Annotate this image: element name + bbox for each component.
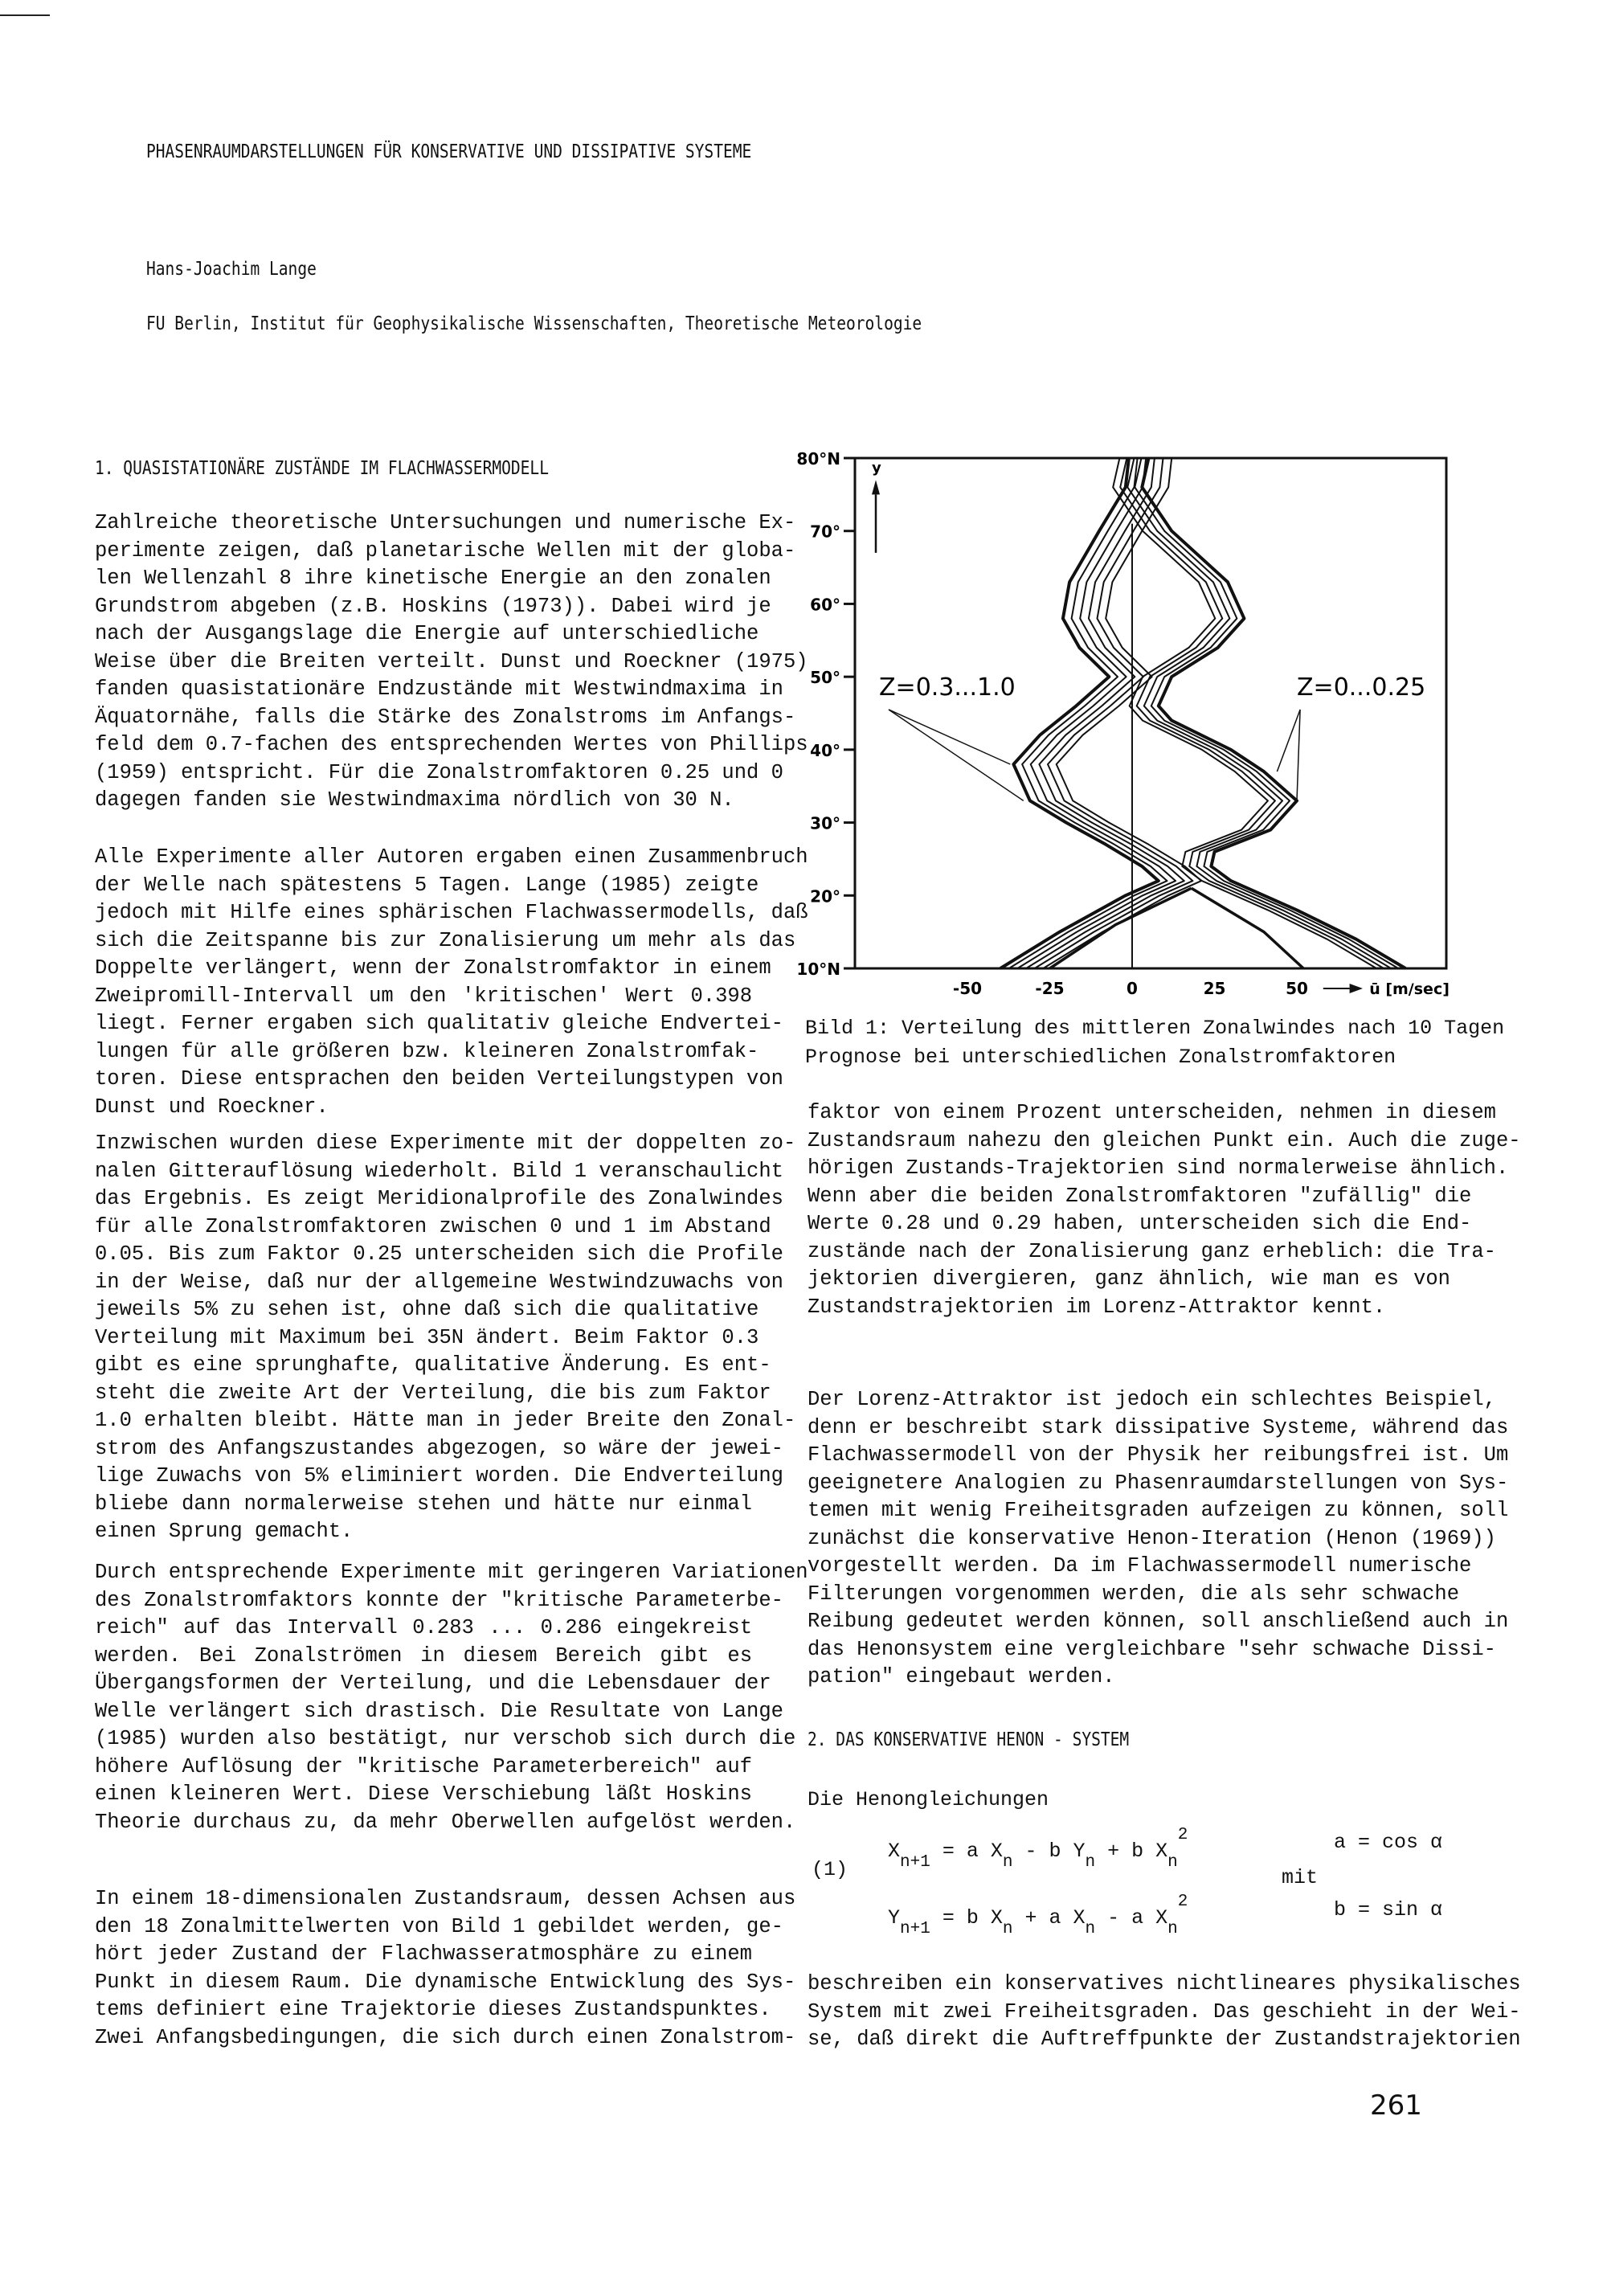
- caption-line: Bild 1: Verteilung des mittleren Zonalwindes nach 10 Tagen: [805, 1017, 1505, 1040]
- text-line: jedoch mit Hilfe eines sphärischen Flachwassermodells, daß: [95, 901, 808, 924]
- text-line: Zahlreiche theoretische Untersuchungen und numerische Ex-: [95, 511, 796, 534]
- text-line: Verteilung mit Maximum bei 35N ändert. Beim Faktor 0.3: [95, 1325, 759, 1349]
- text-line: zustände nach der Zonalisierung ganz erheblich: die Tra-: [808, 1239, 1496, 1263]
- text-line: Doppelte verlängert, wenn der Zonalstromfaktor in einem: [95, 956, 771, 980]
- y-tick-label: 70°: [810, 522, 840, 542]
- paragraph: [808, 1971, 1521, 2054]
- figure-caption: [805, 1014, 1504, 1072]
- eq-sub: n: [1002, 1853, 1013, 1872]
- y-tick-label: 10°N: [796, 960, 840, 979]
- text-line: (1985) wurden also bestätigt, nur verschob sich durch die: [95, 1727, 796, 1750]
- paper-title: PHASENRAUMDARSTELLUNGEN FÜR KONSERVATIVE UND DISSIPATIVE SYSTEME: [146, 141, 752, 162]
- text-line: geeignetere Analogien zu Phasenraumdarstellungen von Sys-: [808, 1471, 1509, 1495]
- text-line: Grundstrom abgeben (z.B. Hoskins (1973)). Dabei wird je: [95, 594, 771, 618]
- equations-intro: Die Henongleichungen: [808, 1788, 1049, 1811]
- paragraph: [95, 1885, 796, 2052]
- text-line: Übergangsformen der Verteilung, und die Lebensdauer der: [95, 1672, 771, 1695]
- text-line: gibt es eine sprunghafte, qualitative Änderung. Es ent-: [95, 1353, 771, 1377]
- text-line: einen Sprung gemacht.: [95, 1520, 354, 1543]
- text-line: Flachwassermodell von der Physik her reibungsfrei ist. Um: [808, 1443, 1509, 1467]
- text-line: des Zonalstromfaktors konnte der "kritische Parameterbe-: [95, 1588, 783, 1612]
- text-line: Zweipromill-Intervall um den 'kritischen' Wert 0.398: [95, 984, 752, 1008]
- eq-term: X: [888, 1840, 901, 1863]
- x-axis-label: ū [m/sec]: [1369, 980, 1450, 998]
- text-line: steht die zweite Art der Verteilung, die bis zum Faktor: [95, 1381, 771, 1405]
- paragraph: [95, 844, 808, 1121]
- y-tick-label: 80°N: [796, 449, 840, 469]
- leader-line: [889, 710, 1010, 764]
- paragraph: [808, 1386, 1509, 1692]
- x-tick-label: 0: [1127, 979, 1138, 998]
- text-line: tems definiert eine Trajektorie dieses Zustandspunktes.: [95, 1998, 771, 2021]
- margin-rule: [0, 14, 50, 16]
- x-tick-label: -50: [952, 979, 983, 998]
- profile-inner-left: [1050, 888, 1192, 968]
- equation-y: [888, 1893, 1188, 1938]
- text-line: Werte 0.28 und 0.29 haben, unterscheiden sich die End-: [808, 1212, 1472, 1235]
- y-tick-label: 40°: [810, 740, 840, 760]
- eq-term: + a X: [1012, 1906, 1086, 1930]
- paragraph: [95, 510, 808, 815]
- eq-sup: 2: [1177, 1893, 1188, 1911]
- eq-term: Y: [888, 1906, 901, 1930]
- label-z-high: Z=0.3...1.0: [879, 673, 1016, 702]
- label-z-low: Z=0...0.25: [1297, 673, 1426, 702]
- text-line: System mit zwei Freiheitsgraden. Das geschieht in der Wei-: [808, 1999, 1521, 2024]
- text-line: 1.0 erhalten bleibt. Hätte man in jeder Breite den Zonal-: [95, 1409, 796, 1432]
- text-line: pation" eingebaut werden.: [808, 1665, 1115, 1688]
- text-line: werden. Bei Zonalströmen in diesem Bereich gibt es: [95, 1643, 752, 1668]
- text-line: Punkt in diesem Raum. Die dynamische Entwicklung des Sys-: [95, 1970, 796, 1994]
- text-line: Weise über die Breiten verteilt. Dunst und Roeckner (1975): [95, 649, 808, 673]
- eq-sup: 2: [1177, 1826, 1188, 1844]
- text-line: se, daß direkt die Auftreffpunkte der Zustandstrajektorien: [808, 2028, 1521, 2051]
- eq-term: + b X: [1095, 1840, 1168, 1863]
- y-tick-label: 20°: [810, 886, 840, 907]
- text-line: zunächst die konservative Henon-Iteration (Henon (1969)): [808, 1526, 1496, 1550]
- text-line: (1959) entspricht. Für die Zonalstromfaktoren 0.25 und 0: [95, 760, 783, 784]
- text-line: perimente zeigen, daß planetarische Wellen mit der globa-: [95, 538, 796, 563]
- text-line: für alle Zonalstromfaktoren zwischen 0 und 1 im Abstand: [95, 1214, 771, 1238]
- x-tick-label: 50: [1286, 979, 1308, 998]
- text-line: nalen Gitterauflösung wiederholt. Bild 1 veranschaulicht: [95, 1159, 783, 1183]
- text-line: denn er beschreibt stark dissipative Systeme, während das: [808, 1415, 1509, 1439]
- paragraph: [808, 1099, 1521, 1321]
- eq-term: = b X: [942, 1906, 1003, 1930]
- text-line: 0.05. Bis zum Faktor 0.25 unterscheiden sich die Profile: [95, 1242, 783, 1266]
- equation-x: [888, 1826, 1188, 1872]
- condition-a: a = cos α: [1334, 1831, 1443, 1854]
- text-line: Zustandsraum nahezu den gleichen Punkt ein. Auch die zuge-: [808, 1128, 1521, 1152]
- text-line: höhere Auflösung der "kritische Parameterbereich" auf: [95, 1754, 752, 1778]
- eq-sub: n+1: [900, 1920, 930, 1938]
- eq-sub: n: [1002, 1920, 1013, 1938]
- text-line: len Wellenzahl 8 ihre kinetische Energie an den zonalen: [95, 567, 771, 590]
- text-line: Reibung gedeutet werden können, soll anschließend auch in: [808, 1610, 1509, 1633]
- text-line: in der Weise, daß nur der allgemeine Westwindzuwachs von: [95, 1270, 783, 1294]
- text-line: Der Lorenz-Attraktor ist jedoch ein schlechtes Beispiel,: [808, 1388, 1496, 1411]
- leader-line: [1277, 710, 1300, 771]
- figure-zonal-wind: [795, 434, 1495, 1061]
- text-line: feld dem 0.7-fachen des entsprechenden Wertes von Phillips: [95, 733, 808, 756]
- text-line: In einem 18-dimensionalen Zustandsraum, dessen Achsen aus: [95, 1887, 796, 1910]
- condition-b: b = sin α: [1334, 1898, 1443, 1922]
- leader-line: [1297, 710, 1300, 800]
- text-line: beschreiben ein konservatives nichtlineares physikalisches: [808, 1972, 1521, 1995]
- y-axis-label: y: [872, 460, 881, 477]
- affiliation: FU Berlin, Institut für Geophysikalische Wissenschaften, Theoretische Meteorologie: [146, 313, 922, 334]
- eq-sub: n: [1167, 1853, 1178, 1872]
- text-line: Zustandstrajektorien im Lorenz-Attraktor kennt.: [808, 1295, 1386, 1319]
- eq-sub: n: [1167, 1920, 1178, 1938]
- eq-sub: n: [1085, 1853, 1096, 1872]
- caption-line: Prognose bei unterschiedlichen Zonalstromfaktoren: [805, 1046, 1396, 1069]
- text-line: Wenn aber die beiden Zonalstromfaktoren "zufällig" die: [808, 1184, 1472, 1208]
- text-line: temen mit wenig Freiheitsgraden aufzeigen zu können, soll: [808, 1499, 1509, 1522]
- text-line: hört jeder Zustand der Flachwasseratmosphäre zu einem: [95, 1942, 752, 1966]
- eq-term: - a X: [1095, 1906, 1168, 1930]
- text-line: Zwei Anfangsbedingungen, die sich durch einen Zonalstrom-: [95, 2025, 796, 2049]
- y-tick-label: 60°: [810, 595, 840, 615]
- leader-line: [889, 710, 1024, 800]
- section-1-heading: 1. QUASISTATIONÄRE ZUSTÄNDE IM FLACHWASSERMODELL: [95, 458, 549, 479]
- x-tick-label: -25: [1035, 979, 1065, 998]
- text-line: reich" auf das Intervall 0.283 ... 0.286 eingekreist: [95, 1616, 752, 1639]
- section-2-heading: 2. DAS KONSERVATIVE HENON - SYSTEM: [808, 1729, 1130, 1750]
- paragraph: [95, 1130, 796, 1546]
- text-line: fanden quasistationäre Endzustände mit Westwindmaxima in: [95, 677, 783, 701]
- text-line: strom des Anfangszustandes abgezogen, so wäre der jewei-: [95, 1436, 783, 1460]
- text-line: das Ergebnis. Es zeigt Meridionalprofile des Zonalwindes: [95, 1187, 783, 1210]
- text-line: toren. Diese entsprachen den beiden Verteilungstypen von: [95, 1067, 783, 1091]
- text-line: Alle Experimente aller Autoren ergaben einen Zusammenbruch: [95, 845, 808, 869]
- text-line: vorgestellt werden. Da im Flachwassermodell numerische: [808, 1554, 1472, 1578]
- text-line: jeweils 5% zu sehen ist, ohne daß sich die qualitative: [95, 1298, 759, 1321]
- text-line: lungen für alle größeren bzw. kleineren Zonalstromfak-: [95, 1039, 759, 1063]
- text-line: jektorien divergieren, ganz ähnlich, wie man es von: [808, 1267, 1450, 1291]
- text-line: nach der Ausgangslage die Energie auf unterschiedliche: [95, 622, 759, 645]
- author: Hans-Joachim Lange: [146, 259, 317, 280]
- text-line: einen kleineren Wert. Diese Verschiebung läßt Hoskins: [95, 1782, 752, 1806]
- text-line: lige Zuwachs von 5% eliminiert worden. Die Endverteilung: [95, 1464, 783, 1488]
- text-line: Welle verlängert sich drastisch. Die Resultate von Lange: [95, 1699, 783, 1723]
- text-line: liegt. Ferner ergaben sich qualitativ gleiche Endvertei-: [95, 1012, 783, 1035]
- text-line: Dunst und Roeckner.: [95, 1095, 329, 1119]
- text-line: dagegen fanden sie Westwindmaxima nördlich von 30 N.: [95, 788, 734, 812]
- text-line: hörigen Zustands-Trajektorien sind normalerweise ähnlich.: [808, 1156, 1509, 1180]
- page-number: 261: [1370, 2089, 1422, 2122]
- y-tick-label: 50°: [810, 668, 840, 688]
- text-line: Theorie durchaus zu, da mehr Oberwellen aufgelöst werden.: [95, 1810, 796, 1834]
- text-line: Durch entsprechende Experimente mit geringeren Variationen: [95, 1561, 808, 1584]
- text-line: das Henonsystem eine vergleichbare "sehr schwache Dissi-: [808, 1637, 1496, 1661]
- eq-sub: n: [1085, 1920, 1096, 1938]
- equation-mit: mit: [1282, 1866, 1319, 1889]
- eq-term: - b Y: [1012, 1840, 1086, 1863]
- arrowhead-icon: [872, 480, 880, 494]
- eq-sub: n+1: [900, 1853, 930, 1872]
- text-line: bliebe dann normalerweise stehen und hätte nur einmal: [95, 1492, 752, 1516]
- paragraph: [95, 1559, 808, 1836]
- y-tick-label: 30°: [810, 813, 840, 833]
- text-line: den 18 Zonalmittelwerten von Bild 1 gebildet werden, ge-: [95, 1914, 783, 1938]
- text-line: sich die Zeitspanne bis zur Zonalisierung um mehr als das: [95, 928, 796, 952]
- text-line: Inzwischen wurden diese Experimente mit der doppelten zo-: [95, 1132, 796, 1155]
- text-line: Filterungen vorgenommen werden, die als sehr schwache: [808, 1582, 1460, 1606]
- text-line: faktor von einem Prozent unterscheiden, nehmen in diesem: [808, 1101, 1496, 1124]
- arrowhead-icon: [1350, 984, 1363, 993]
- profile-z-high: [1000, 458, 1159, 968]
- equation-number: (1): [812, 1858, 848, 1881]
- text-line: der Welle nach spätestens 5 Tagen. Lange (1985) zeigte: [95, 873, 759, 897]
- text-line: Äquatornähe, falls die Stärke des Zonalstroms im Anfangs-: [95, 705, 796, 729]
- eq-term: = a X: [942, 1840, 1003, 1863]
- x-tick-label: 25: [1203, 979, 1226, 998]
